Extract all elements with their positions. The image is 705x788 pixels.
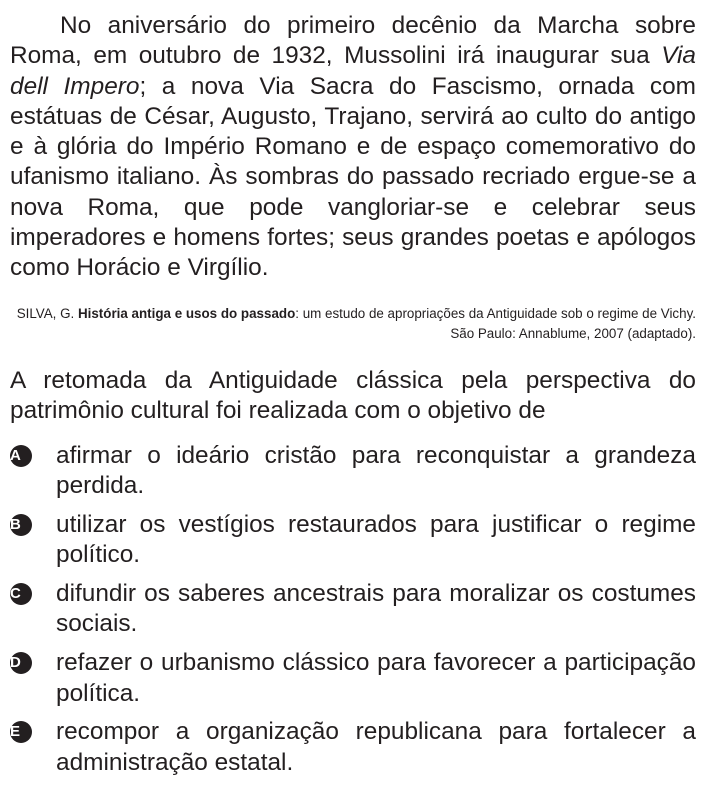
source-author: SILVA, G. — [16, 306, 78, 321]
option-c[interactable] — [10, 579, 696, 640]
option-text: utilizar os vestígios restaurados para justificar o regime político. — [56, 511, 696, 569]
option-text: difundir os saberes ancestrais para moralizar os costumes sociais. — [56, 580, 696, 638]
option-letter-badge: E — [10, 721, 32, 743]
option-letter-badge: D — [10, 652, 32, 674]
option-text: afirmar o ideário cristão para reconquistar a grandeza perdida. — [56, 442, 696, 500]
passage-text — [10, 11, 696, 284]
question-stem: A retomada da Antiguidade clássica pela perspectiva do patrimônio cultural foi realizada com o objetivo de — [10, 367, 696, 425]
option-a[interactable] — [10, 441, 696, 502]
option-letter-badge: C — [10, 583, 32, 605]
option-letter-badge: B — [10, 514, 32, 536]
option-e[interactable] — [10, 717, 696, 778]
option-text: refazer o urbanismo clássico para favorecer a participação política. — [56, 649, 696, 707]
passage-part-1: No aniversário do primeiro decênio da Marcha sobre Roma, em outubro de 1932, Mussolini irá inaugurar sua — [10, 12, 696, 70]
option-d[interactable] — [10, 648, 696, 709]
source-citation — [10, 304, 696, 344]
option-letter-badge: A — [10, 445, 32, 467]
source-title: História antiga e usos do passado — [77, 306, 296, 321]
option-text: recompor a organização republicana para fortalecer a administração estatal. — [56, 718, 696, 776]
answer-options — [10, 441, 696, 786]
passage-part-2: ; a nova Via Sacra do Fascismo, ornada com estátuas de César, Augusto, Trajano, servirá ao culto do antigo e à glória do Império Romano e de espaço comemorativo do ufanismo italiano. Às sombras do passado recriado ergue-se a nova Roma, que pode vangloriar-se e celebrar seus imperadores e homens fortes; seus grandes poetas e apólogos como Horácio e Virgílio. — [10, 72, 696, 282]
passage-italic-term: Via dell Impero — [10, 42, 696, 100]
option-b[interactable] — [10, 510, 696, 571]
source-rest: : um estudo de apropriações da Antiguidade sob o regime de Vichy. São Paulo: Annablume, 2007 (adaptado). — [295, 306, 696, 341]
